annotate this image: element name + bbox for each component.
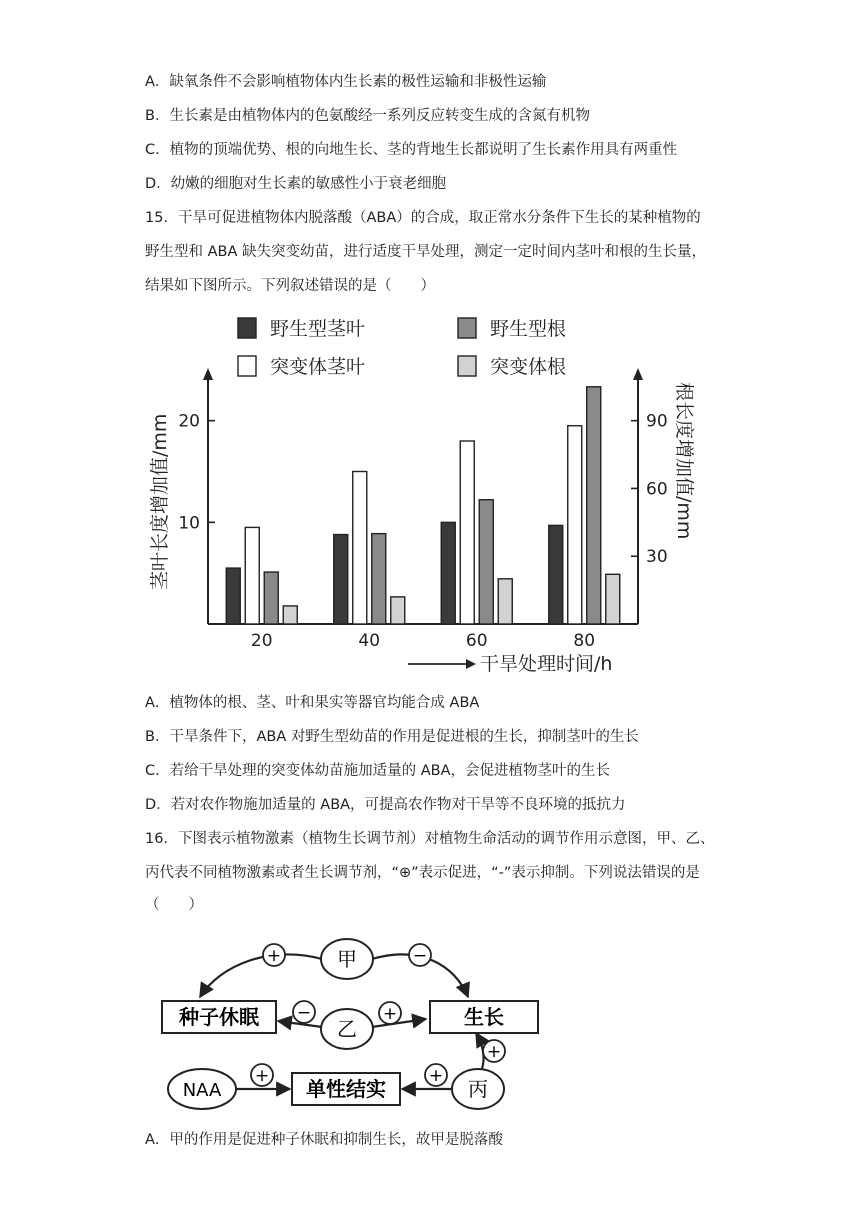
arrow-jia-to-dormancy [200,954,322,997]
node-yi-label: 乙 [337,1017,357,1041]
growth-bar-chart [140,300,740,680]
bar-root-2-60 [479,500,493,624]
bar-shoot-0-80 [549,525,563,624]
sign-minus-jia-growth [409,944,431,966]
q16-option-a: A．甲的作用是促进种子休眠和抑制生长，故甲是脱落酸 [145,1132,503,1148]
node-jia-label: 甲 [337,947,357,971]
x-tick-label-0: 20 [250,631,273,651]
y-axis-left-arrow [203,368,213,380]
q14-option-c: C．植物的顶端优势、根的向地生长、茎的背地生长都说明了生长素作用具有两重性 [145,142,678,158]
sign-minus-yi-dormancy [293,1001,315,1023]
sign-plus-bing-growth [483,1040,505,1062]
bar-shoot-1-20 [245,527,259,624]
chart-legend [238,318,566,378]
svg-text:+: + [254,1066,270,1086]
svg-text:+: + [486,1042,502,1062]
bar-shoot-1-40 [353,472,367,625]
bar-root-2-40 [372,534,386,624]
node-dormancy-label: 种子休眠 [179,1005,259,1029]
bar-root-3-40 [391,597,405,624]
chart-bars [226,387,620,624]
hormone-regulation-diagram [150,925,570,1125]
y-axis-label-right: 根长度增加值/mm [673,382,695,540]
sign-plus-naa-parthenocarpy [251,1064,273,1086]
q16-stem-line-1: 16．下图表示植物激素（植物生长调节剂）对植物生命活动的调节作用示意图，甲、乙、 [145,831,715,847]
sign-plus-jia-dormancy [263,944,285,966]
y-axis-label-left: 茎叶长度增加值/mm [149,413,171,590]
node-bing-label: 丙 [468,1077,488,1101]
node-naa-label: NAA [182,1080,222,1101]
x-axis-label-arrow-head [466,659,476,669]
q14-option-a: A．缺氧条件不会影响植物体内生长素的极性运输和非极性运输 [145,74,547,90]
node-growth-label: 生长 [464,1005,504,1029]
y-axis-right-arrow [633,368,643,380]
x-tick-label-1: 40 [358,631,381,651]
bar-root-3-20 [283,606,297,624]
bar-root-2-80 [587,387,601,624]
q14-option-d: D．幼嫩的细胞对生长素的敏感性小于衰老细胞 [145,176,447,192]
bar-shoot-0-40 [334,535,348,624]
x-axis-label: 干旱处理时间/h [480,653,613,675]
y-tick-label-right-0: 30 [646,547,668,568]
legend-swatch-3 [458,356,476,376]
legend-label-2: 野生型根 [490,318,567,340]
svg-text:+: + [266,946,282,966]
bar-shoot-1-80 [568,426,582,624]
bar-root-3-60 [498,579,512,624]
svg-text:+: + [428,1066,444,1086]
svg-text:−: − [412,946,428,966]
q16-stem-line-3: （ ） [145,897,203,913]
legend-swatch-2 [458,318,476,338]
node-parthenocarpy-label: 单性结实 [306,1077,386,1101]
y-tick-label-left-0: 10 [178,513,200,534]
q15-stem-line-1: 15．干旱可促进植物体内脱落酸（ABA）的合成，取正常水分条件下生长的某种植物的 [145,210,701,226]
legend-label-1: 突变体茎叶 [270,356,366,378]
bar-shoot-1-60 [460,441,474,624]
svg-text:−: − [296,1003,312,1023]
q16-stem-line-2: 丙代表不同植物激素或者生长调节剂，“⊕”表示促进，“-”表示抑制。下列说法错误的是 [145,865,700,881]
q15-stem-line-2: 野生型和 ABA 缺失突变幼苗，进行适度干旱处理，测定一定时间内茎叶和根的生长量， [145,244,707,260]
legend-label-0: 野生型茎叶 [270,318,366,340]
q15-stem-line-3: 结果如下图所示。下列叙述错误的是（ ） [145,278,435,294]
q14-option-b: B．生长素是由植物体内的色氨酸经一系列反应转变生成的含氮有机物 [145,108,590,124]
svg-text:+: + [382,1004,398,1024]
q15-option-a: A．植物体的根、茎、叶和果实等器官均能合成 ABA [145,695,480,711]
legend-swatch-1 [238,356,256,376]
sign-plus-yi-growth [379,1002,401,1024]
y-tick-label-right-1: 60 [646,479,668,500]
q15-option-c: C．若给干旱处理的突变体幼苗施加适量的 ABA，会促进植物茎叶的生长 [145,763,611,779]
bar-shoot-0-60 [441,522,455,624]
legend-label-3: 突变体根 [490,356,567,378]
y-tick-label-left-1: 20 [178,411,200,432]
bar-root-2-20 [264,572,278,624]
q15-option-b: B．干旱条件下，ABA 对野生型幼苗的作用是促进根的生长，抑制茎叶的生长 [145,729,639,745]
x-tick-label-3: 80 [573,631,596,651]
q15-option-d: D．若对农作物施加适量的 ABA，可提高农作物对干旱等不良环境的抵抗力 [145,797,626,813]
legend-swatch-0 [238,318,256,338]
bar-root-3-80 [606,574,620,624]
x-tick-label-2: 60 [465,631,488,651]
y-tick-label-right-2: 90 [646,411,668,432]
bar-shoot-0-20 [226,568,240,624]
sign-plus-bing-parthenocarpy [425,1064,447,1086]
